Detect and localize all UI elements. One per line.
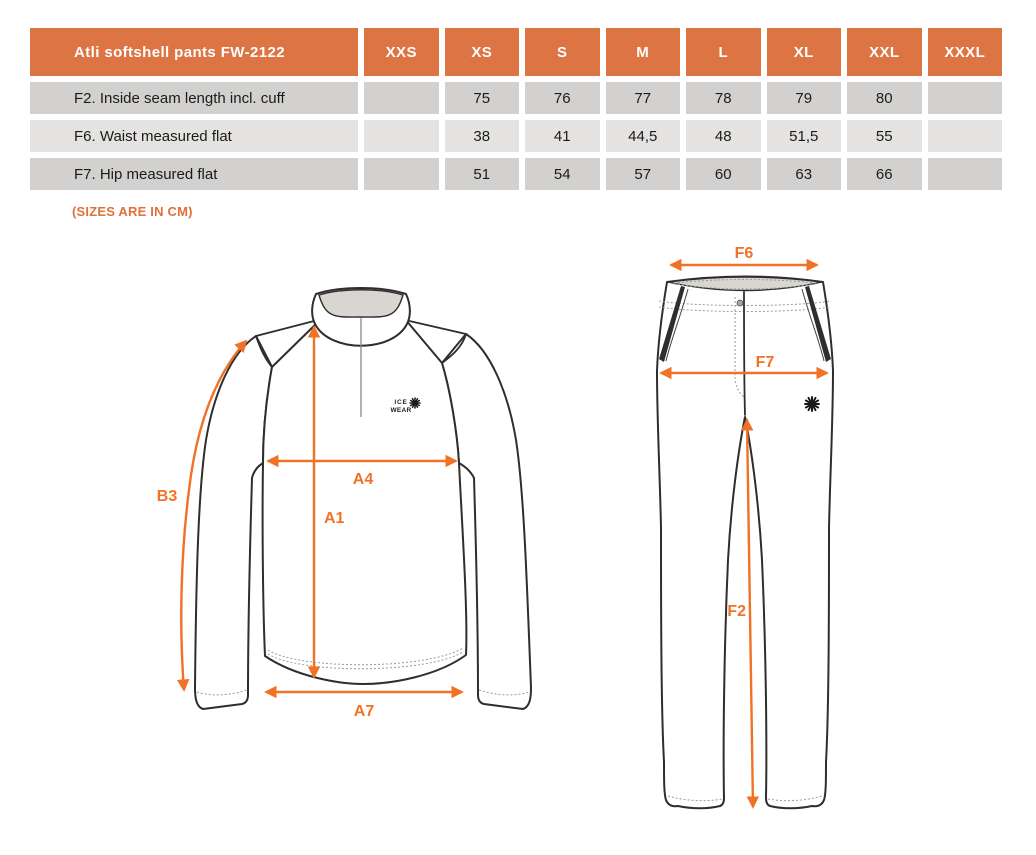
collar-inner <box>319 290 403 317</box>
table-cell <box>364 158 439 190</box>
table-cell: 76 <box>525 82 600 114</box>
shirt-diagram <box>120 245 590 745</box>
table-cell <box>364 82 439 114</box>
units-note: (SIZES ARE IN CM) <box>72 204 193 219</box>
label-f7: F7 <box>755 354 775 371</box>
size-header-xl: XL <box>767 28 842 76</box>
label-f6: F6 <box>734 245 754 262</box>
table-cell <box>928 158 1003 190</box>
shirt-left-sleeve <box>195 336 272 709</box>
table-cell: 78 <box>686 82 761 114</box>
table-cell: 55 <box>847 120 922 152</box>
table-cell: 41 <box>525 120 600 152</box>
label-b3: B3 <box>156 488 178 505</box>
table-cell: 63 <box>767 158 842 190</box>
row-label-waist: F6. Waist measured flat <box>30 120 358 152</box>
size-table <box>30 28 1002 190</box>
shirt-body <box>263 319 467 684</box>
row-label-inseam: F2. Inside seam length incl. cuff <box>30 82 358 114</box>
label-a4: A4 <box>352 471 374 488</box>
table-cell: 48 <box>686 120 761 152</box>
size-header-xxxl: XXXL <box>928 28 1003 76</box>
table-cell: 38 <box>445 120 520 152</box>
row-label-hip: F7. Hip measured flat <box>30 158 358 190</box>
size-header-xs: XS <box>445 28 520 76</box>
label-f2: F2 <box>727 603 746 620</box>
table-cell: 44,5 <box>606 120 681 152</box>
table-title: Atli softshell pants FW-2122 <box>30 28 358 76</box>
table-cell <box>928 120 1003 152</box>
table-cell <box>364 120 439 152</box>
label-a1: A1 <box>324 510 345 527</box>
waist-button <box>737 300 743 306</box>
table-cell <box>928 82 1003 114</box>
table-cell: 57 <box>606 158 681 190</box>
table-cell: 75 <box>445 82 520 114</box>
pants-diagram <box>620 240 890 850</box>
table-cell: 80 <box>847 82 922 114</box>
table-cell: 60 <box>686 158 761 190</box>
table-cell: 66 <box>847 158 922 190</box>
table-cell: 77 <box>606 82 681 114</box>
logo-text-ice: ICE <box>394 399 408 406</box>
size-header-xxs: XXS <box>364 28 439 76</box>
table-cell: 79 <box>767 82 842 114</box>
table-cell: 54 <box>525 158 600 190</box>
logo-text-wear: WEAR <box>390 407 412 414</box>
size-header-m: M <box>606 28 681 76</box>
size-header-xxl: XXL <box>847 28 922 76</box>
fly-seam <box>744 292 745 415</box>
measure-arrow-f2 <box>747 420 753 807</box>
size-header-s: S <box>525 28 600 76</box>
size-header-l: L <box>686 28 761 76</box>
table-cell: 51 <box>445 158 520 190</box>
table-cell: 51,5 <box>767 120 842 152</box>
label-a7: A7 <box>353 703 375 720</box>
